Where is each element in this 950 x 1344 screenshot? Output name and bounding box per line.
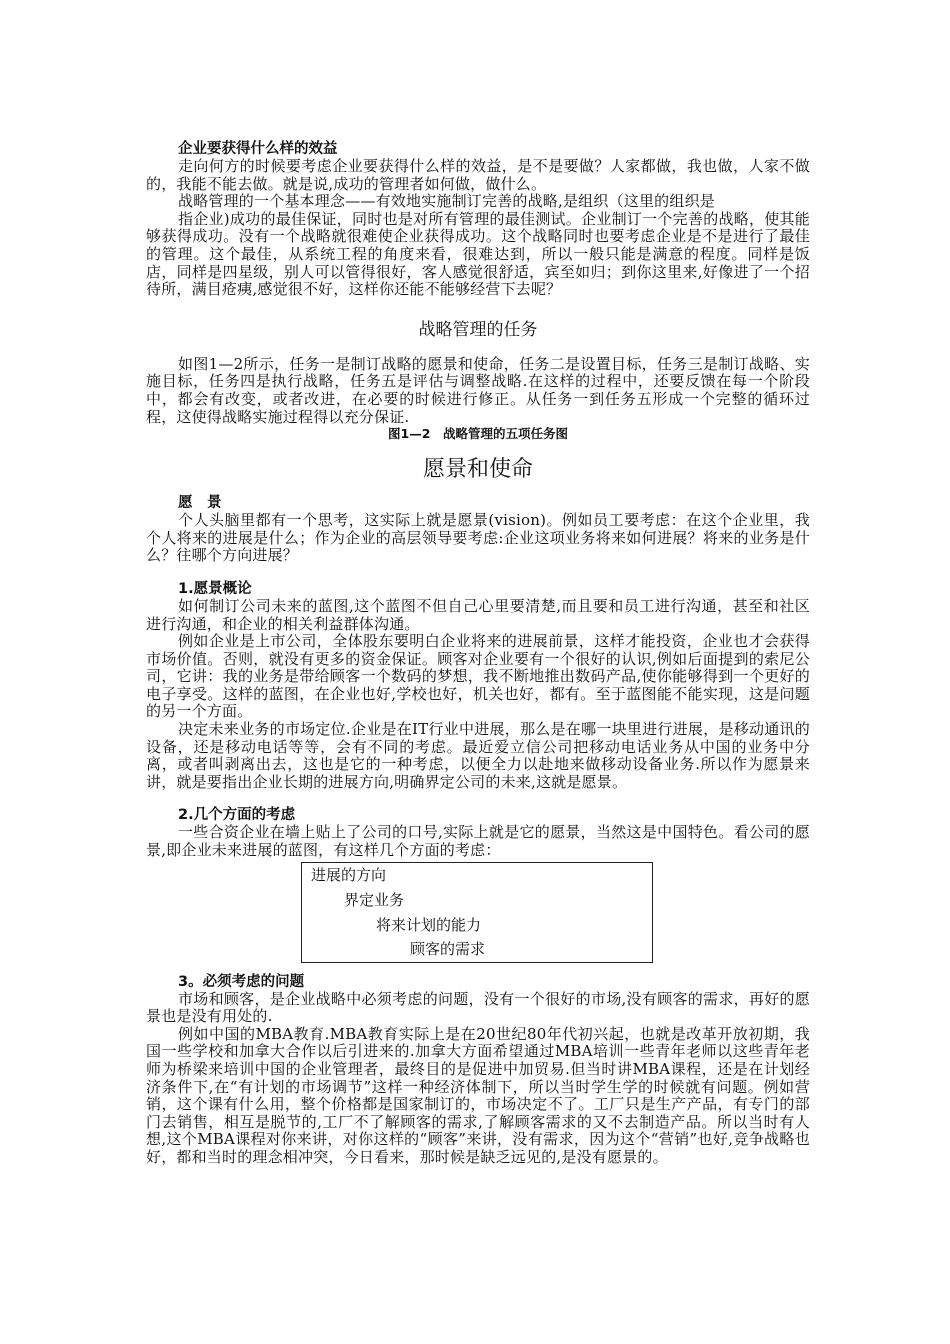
subheading-vision: 愿 景: [178, 495, 222, 512]
paragraph: 走向何方的时候要考虑企业要获得什么样的效益，是不是要做？人家都做，我也做，人家不做的，我能不能去做。就是说,成功的管理者如何做，做什么。: [146, 157, 810, 193]
paragraph: 市场和顾客，是企业战略中必须考虑的问题，没有一个很好的市场,没有顾客的需求，再好的愿景也是没有用处的.: [146, 989, 810, 1026]
document-page: [146, 136, 810, 1167]
paragraph: 决定未来业务的市场定位.企业是在IT行业中进展，那么是在哪一块里进行进展，是移动通讯的设备，还是移动电话等等，会有不同的考虑。最近爱立信公司把移动电话业务从中国的业务中分离，或者叫剥离出去，这也是它的一种考虑，以便全力以赴地来做移动设备业务.所以作为愿景来讲，就是要指出企业长期的进展方向,明确界定公司的未来,这就是愿景。: [146, 720, 810, 791]
paragraph: 个人头脑里都有一个思考，这实际上就是愿景(vision)。例如员工要考虑：在这个企业里，我个人将来的进展是什么；作为企业的高层领导要考虑:企业这项业务将来如何进展？将来的业务是什么？往哪个方向进展？: [146, 511, 810, 565]
box-item-direction: 进展的方向: [311, 865, 387, 884]
section-heading-vision-overview: 1.愿景概论: [178, 580, 252, 597]
section-heading-benefits: 企业要获得什么样的效益: [178, 141, 338, 157]
box-item-planning-ability: 将来计划的能力: [376, 915, 482, 934]
considerations-box: [301, 862, 653, 963]
paragraph: 如图1—2所示，任务一是制订战略的愿景和使命，任务二是设置目标，任务三是制订战略、实施目标，任务四是执行战略，任务五是评估与调整战略.在这样的过程中，还要反馈在每一个阶段中，都会有改变，或者改进，在必要的时候进行修正。从任务一到任务五形成一个完整的循环过程，这使得战略实施过程得以充分保证.: [146, 354, 810, 426]
section-heading-tasks: 战略管理的任务: [418, 319, 538, 340]
figure-caption: 图1—2 战略管理的五项任务图: [388, 426, 568, 442]
section-heading-must-consider: 3。必须考虑的问题: [178, 973, 305, 990]
paragraph: 指企业)成功的最佳保证，同时也是对所有管理的最佳测试。企业制订一个完善的战略，使其能够获得成功。没有一个战略就很难使企业获得成功。这个战略同时也要考虑企业是不是进行了最佳的管理。这个最佳，从系统工程的角度来看，很难达到，所以一般只能是满意的程度。同样是饭店，同样是四星级，别人可以管得很好，客人感觉很舒适，宾至如归；到你这里来,好像进了一个招待所，满目疮痍,感觉很不好，这样你还能不能够经营下去呢？: [146, 209, 810, 299]
section-title-vision-mission: 愿景和使命: [422, 457, 533, 483]
paragraph: 如何制订公司未来的蓝图,这个蓝图不但自己心里要清楚,而且要和员工进行沟通，甚至和社区进行沟通，和企业的相关利益群体沟通。: [146, 596, 810, 633]
paragraph: 一些合资企业在墙上贴上了公司的口号,实际上就是它的愿景，当然这是中国特色。看公司的愿景,即企业未来进展的蓝图，有这样几个方面的考虑：: [146, 823, 810, 860]
considerations-box-wrapper: [146, 860, 810, 974]
paragraph: 例如中国的MBA教育.MBA教育实际上是在20世纪80年代初兴起，也就是改革开放初期，我国一些学校和加拿大合作以后引进来的.加拿大方面希望通过MBA培训一些青年老师以这些青年老师为桥梁来培训中国的企业管理者，最终目的是促进中加贸易.但当时讲MBA课程，还是在计划经济条件下,在“有计划的市场调节”这样一种经济体制下，所以当时学生学的时候就有问题。例如营销，这个课有什么用，整个价格都是国家制订的，市场决定不了。工厂只是生产产品，有专门的部门去销售，相互是脱节的,工厂不了解顾客的需求,了解顾客需求的又不去制造产品。所以当时有人想,这个MBA课程对你来讲，对你这样的“顾客”来讲，没有需求，因为这个“营销”也好,竞争战略也好，都和当时的理念相冲突，今日看来，那时候是缺乏远见的,是没有愿景的。: [146, 1024, 810, 1166]
box-item-customer-needs: 顾客的需求: [410, 939, 486, 958]
paragraph: 战略管理的一个基本理念——有效地实施制订完善的战略,是组织（这里的组织是: [178, 192, 715, 211]
section-heading-considerations: 2.几个方面的考虑: [178, 807, 296, 824]
paragraph: 例如企业是上市公司，全体股东要明白企业将来的进展前景，这样才能投资，企业也才会获得市场价值。否则，就没有更多的资金保证。顾客对企业要有一个很好的认识,例如后面提到的索尼公司，它讲：我的业务是带给顾客一个数码的梦想，我不断地推出数码产品,使你能够得到一个更好的电子享受。这样的蓝图，在企业也好,学校也好，机关也好，都有。至于蓝图能不能实现，这是问题的另一个方面。: [146, 632, 810, 721]
box-item-define-business: 界定业务: [344, 890, 405, 909]
